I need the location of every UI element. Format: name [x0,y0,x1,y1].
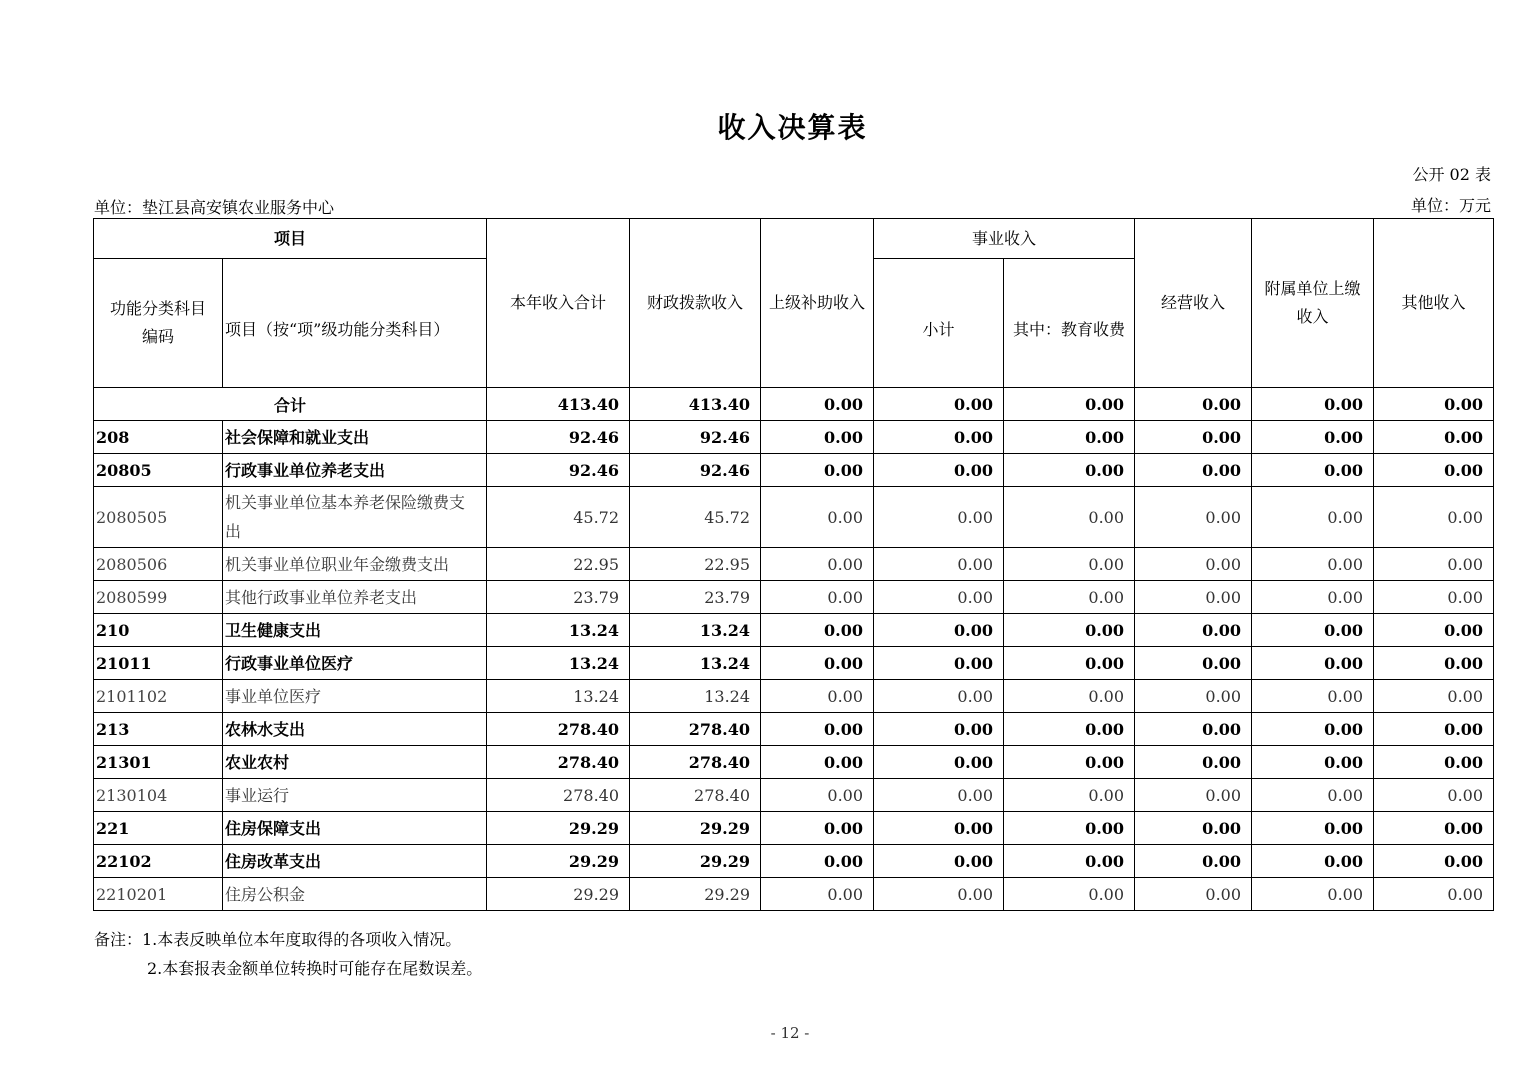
row-value: 278.40 [487,746,630,779]
header-affiliated: 附属单位上缴收入 [1252,219,1374,388]
row-value: 0.00 [1252,713,1374,746]
row-value: 0.00 [1374,812,1494,845]
row-value: 0.00 [761,548,874,581]
row-value: 0.00 [1252,680,1374,713]
row-code: 22102 [94,845,223,878]
row-name: 事业单位医疗 [223,680,487,713]
table-row [94,647,1494,680]
table-row [94,614,1494,647]
row-value: 29.29 [487,878,630,911]
row-name: 行政事业单位医疗 [223,647,487,680]
row-value: 0.00 [1135,548,1252,581]
row-value: 0.00 [1135,421,1252,454]
row-value: 0.00 [874,746,1004,779]
row-name: 农林水支出 [223,713,487,746]
total-cell: 413.40 [487,388,630,421]
row-value: 0.00 [1004,421,1135,454]
row-value: 0.00 [1004,581,1135,614]
row-code: 2080599 [94,581,223,614]
income-table [93,218,1494,911]
row-value: 0.00 [1004,680,1135,713]
row-name: 事业运行 [223,779,487,812]
row-value: 0.00 [1374,614,1494,647]
row-value: 0.00 [1252,454,1374,487]
row-value: 29.29 [630,878,761,911]
row-value: 0.00 [1252,548,1374,581]
row-value: 0.00 [1252,487,1374,548]
row-value: 0.00 [1374,680,1494,713]
row-value: 278.40 [630,746,761,779]
row-value: 0.00 [1135,454,1252,487]
row-value: 0.00 [1135,614,1252,647]
row-value: 0.00 [1252,779,1374,812]
row-value: 92.46 [630,454,761,487]
row-value: 0.00 [1374,548,1494,581]
row-value: 278.40 [630,779,761,812]
header-superior: 上级补助收入 [761,219,874,388]
row-value: 0.00 [761,746,874,779]
row-value: 0.00 [1004,812,1135,845]
total-cell: 0.00 [1004,388,1135,421]
row-value: 0.00 [1374,487,1494,548]
row-name: 行政事业单位养老支出 [223,454,487,487]
row-value: 0.00 [1135,581,1252,614]
row-value: 0.00 [874,454,1004,487]
row-value: 0.00 [1135,647,1252,680]
row-value: 29.29 [487,812,630,845]
table-row [94,421,1494,454]
row-value: 0.00 [874,421,1004,454]
row-value: 0.00 [1252,614,1374,647]
row-value: 92.46 [630,421,761,454]
row-code: 210 [94,614,223,647]
row-value: 0.00 [1374,746,1494,779]
note-2: 2.本套报表金额单位转换时可能存在尾数误差。 [147,959,483,978]
row-value: 0.00 [1004,746,1135,779]
row-value: 0.00 [1135,487,1252,548]
total-row [94,388,1494,421]
table-row [94,746,1494,779]
row-name: 住房公积金 [223,878,487,911]
header-code: 功能分类科目编码 [94,259,223,388]
row-value: 0.00 [1252,812,1374,845]
row-value: 0.00 [1374,581,1494,614]
row-value: 0.00 [1135,845,1252,878]
row-value: 0.00 [1004,454,1135,487]
row-value: 0.00 [1004,845,1135,878]
row-name: 住房保障支出 [223,812,487,845]
table-row [94,548,1494,581]
row-value: 0.00 [761,845,874,878]
row-value: 278.40 [487,713,630,746]
row-value: 0.00 [761,878,874,911]
total-label: 合计 [94,388,487,421]
row-name: 其他行政事业单位养老支出 [223,581,487,614]
row-value: 0.00 [1252,647,1374,680]
row-value: 0.00 [761,421,874,454]
row-value: 0.00 [1374,878,1494,911]
row-value: 22.95 [487,548,630,581]
row-value: 0.00 [1135,878,1252,911]
row-value: 13.24 [487,680,630,713]
row-value: 13.24 [630,647,761,680]
header-other: 其他收入 [1374,219,1494,388]
row-value: 0.00 [761,487,874,548]
row-value: 13.24 [487,647,630,680]
row-value: 0.00 [874,647,1004,680]
row-value: 0.00 [1374,713,1494,746]
row-value: 0.00 [874,713,1004,746]
row-value: 13.24 [630,614,761,647]
row-value: 45.72 [487,487,630,548]
total-cell: 0.00 [1374,388,1494,421]
row-value: 0.00 [761,779,874,812]
header-subtotal: 小计 [874,259,1004,388]
header-item: 项目 [94,219,487,259]
total-cell: 413.40 [630,388,761,421]
row-value: 0.00 [1374,845,1494,878]
row-value: 0.00 [1004,878,1135,911]
reporting-unit: 单位：垫江县高安镇农业服务中心 [94,198,335,217]
row-value: 29.29 [630,812,761,845]
row-name: 机关事业单位职业年金缴费支出 [223,548,487,581]
header-operating: 经营收入 [1135,219,1252,388]
row-code: 2210201 [94,878,223,911]
row-value: 0.00 [1135,746,1252,779]
row-value: 0.00 [1374,454,1494,487]
note-1: 备注：1.本表反映单位本年度取得的各项收入情况。 [94,930,462,949]
row-value: 0.00 [1135,680,1252,713]
row-value: 0.00 [1252,845,1374,878]
row-value: 0.00 [761,713,874,746]
row-value: 0.00 [874,487,1004,548]
table-row [94,454,1494,487]
row-value: 0.00 [761,647,874,680]
row-value: 0.00 [874,878,1004,911]
table-row [94,680,1494,713]
row-value: 0.00 [1004,548,1135,581]
row-code: 208 [94,421,223,454]
table-row [94,878,1494,911]
row-code: 221 [94,812,223,845]
row-value: 0.00 [874,812,1004,845]
row-value: 29.29 [630,845,761,878]
table-row [94,581,1494,614]
row-value: 0.00 [1252,421,1374,454]
row-name: 住房改革支出 [223,845,487,878]
row-value: 0.00 [1004,647,1135,680]
row-value: 22.95 [630,548,761,581]
row-value: 0.00 [1374,647,1494,680]
row-value: 0.00 [1004,713,1135,746]
row-value: 0.00 [761,812,874,845]
row-value: 0.00 [1004,487,1135,548]
row-value: 0.00 [1374,779,1494,812]
row-value: 92.46 [487,421,630,454]
row-value: 0.00 [1374,421,1494,454]
row-code: 213 [94,713,223,746]
row-value: 0.00 [874,548,1004,581]
row-name: 社会保障和就业支出 [223,421,487,454]
row-code: 2080505 [94,487,223,548]
row-code: 21301 [94,746,223,779]
row-value: 0.00 [874,581,1004,614]
total-cell: 0.00 [874,388,1004,421]
header-edu: 其中：教育收费 [1004,259,1135,388]
row-code: 2130104 [94,779,223,812]
row-name: 卫生健康支出 [223,614,487,647]
row-value: 0.00 [1004,779,1135,812]
row-code: 2101102 [94,680,223,713]
header-fiscal: 财政拨款收入 [630,219,761,388]
row-name: 机关事业单位基本养老保险缴费支出 [223,487,487,548]
row-value: 0.00 [1135,713,1252,746]
header-name: 项目（按“项”级功能分类科目） [223,259,487,388]
currency-unit: 单位：万元 [1410,196,1491,215]
notes [94,925,482,983]
row-value: 23.79 [487,581,630,614]
row-value: 0.00 [1252,581,1374,614]
row-code: 2080506 [94,548,223,581]
row-value: 0.00 [761,454,874,487]
total-cell: 0.00 [761,388,874,421]
row-value: 0.00 [1004,614,1135,647]
table-row [94,713,1494,746]
total-cell: 0.00 [1252,388,1374,421]
row-value: 13.24 [630,680,761,713]
row-value: 0.00 [1135,812,1252,845]
row-value: 29.29 [487,845,630,878]
row-value: 45.72 [630,487,761,548]
row-value: 278.40 [630,713,761,746]
row-value: 0.00 [761,581,874,614]
page-title: 收入决算表 [717,111,868,144]
row-code: 21011 [94,647,223,680]
total-cell: 0.00 [1135,388,1252,421]
row-value: 0.00 [761,680,874,713]
table-row [94,779,1494,812]
row-value: 0.00 [1135,779,1252,812]
table-row [94,812,1494,845]
row-value: 0.00 [874,680,1004,713]
form-number: 公开 02 表 [1412,165,1491,184]
row-value: 0.00 [761,614,874,647]
row-value: 13.24 [487,614,630,647]
table-row [94,845,1494,878]
table-row [94,487,1494,548]
row-name: 农业农村 [223,746,487,779]
row-value: 0.00 [1252,746,1374,779]
page-number: - 12 - [770,1024,810,1042]
header-total: 本年收入合计 [487,219,630,388]
row-value: 23.79 [630,581,761,614]
row-value: 278.40 [487,779,630,812]
header-career: 事业收入 [874,219,1135,259]
row-code: 20805 [94,454,223,487]
row-value: 0.00 [874,614,1004,647]
row-value: 0.00 [874,845,1004,878]
row-value: 92.46 [487,454,630,487]
row-value: 0.00 [874,779,1004,812]
row-value: 0.00 [1252,878,1374,911]
